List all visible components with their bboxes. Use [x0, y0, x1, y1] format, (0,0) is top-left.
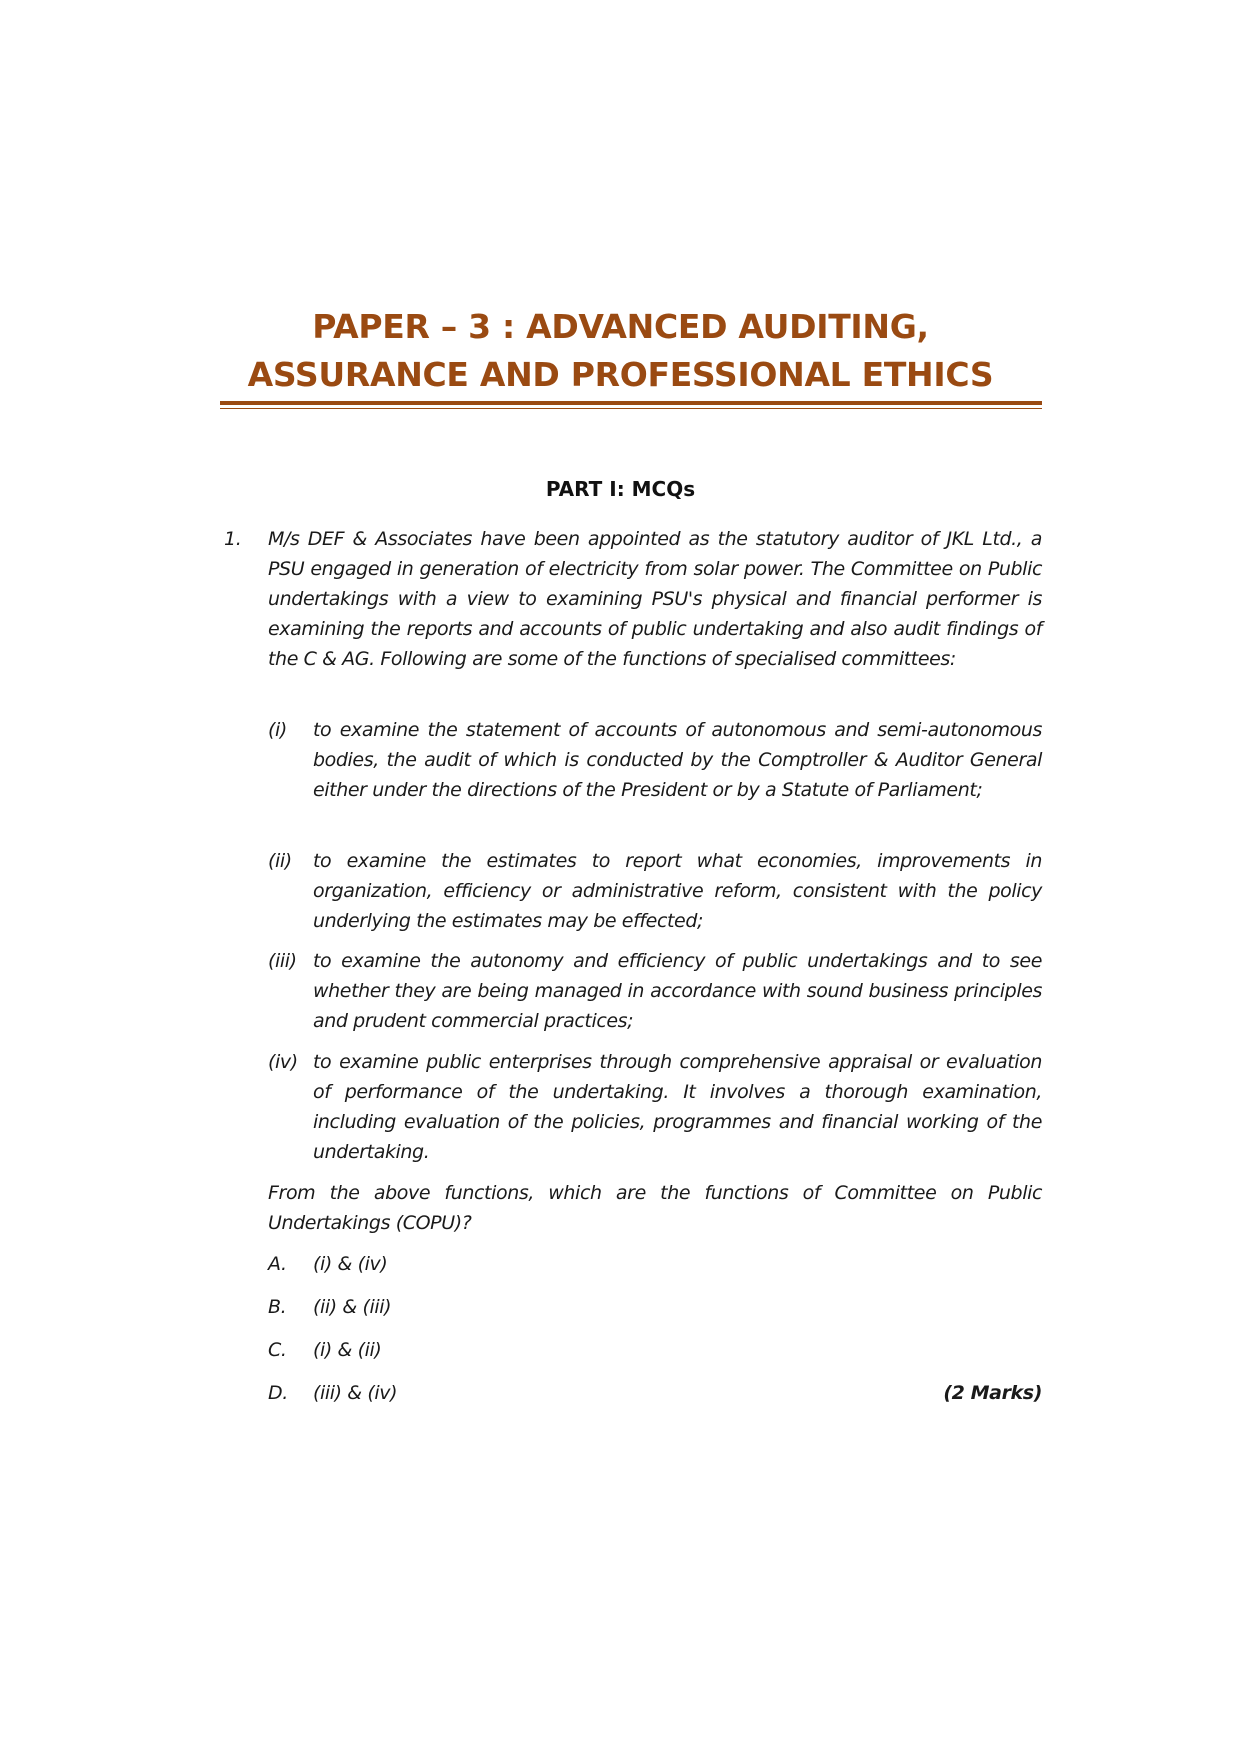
answer-option-b: [268, 1292, 1042, 1322]
option-text: (i) & (iv): [313, 1253, 388, 1275]
section-heading: PART I: MCQs: [545, 477, 696, 501]
question-number: 1.: [224, 528, 242, 550]
answer-option-c: [268, 1335, 1042, 1365]
answer-option-a: [268, 1249, 1042, 1279]
function-label: (i): [268, 719, 287, 741]
title-underline-thin: [220, 408, 1042, 409]
option-text: (i) & (ii): [313, 1339, 382, 1361]
option-text: (iii) & (iv): [313, 1382, 398, 1404]
function-text: to examine public enterprises through comprehensive appraisal or evaluation of performance of the undertaking. It involves a thorough examination, including evaluation of the policies, programmes and financial working of the undertaking.: [313, 1051, 1042, 1163]
option-letter: A.: [268, 1253, 287, 1275]
question-stem: M/s DEF & Associates have been appointed as the statutory auditor of JKL Ltd., a PSU engaged in generation of electricity from solar power. The Committee on Public undertakings with a view to examining PSU's physical and financial performer is examining the reports and accounts of public undertaking and also audit findings of the C & AG. Following are some of the functions of specialised committees:: [268, 528, 1042, 670]
marks-label: (2 Marks): [943, 1382, 1042, 1404]
option-text: (ii) & (iii): [313, 1296, 392, 1318]
option-letter: C.: [268, 1339, 287, 1361]
answer-option-d: [268, 1378, 1042, 1408]
function-text: to examine the estimates to report what economies, improvements in organization, efficiency or administrative reform, consistent with the policy underlying the estimates may be effected;: [313, 850, 1042, 932]
paper-title-line-1: PAPER – 3 : ADVANCED AUDITING,: [312, 307, 929, 346]
option-letter: B.: [268, 1296, 287, 1318]
question-prompt: From the above functions, which are the functions of Committee on Public Undertakings (COPU)?: [268, 1182, 1042, 1234]
paper-title-line-2: ASSURANCE AND PROFESSIONAL ETHICS: [247, 355, 994, 394]
title-underline-thick: [220, 401, 1042, 405]
function-text: to examine the statement of accounts of autonomous and semi-autonomous bodies, the audit of which is conducted by the Comptroller & Auditor General either under the directions of the President or by a Statute of Parliament;: [313, 719, 1042, 801]
function-text: to examine the autonomy and efficiency of public undertakings and to see whether they are being managed in accordance with sound business principles and prudent commercial practices;: [313, 950, 1042, 1032]
function-label: (iii): [268, 950, 297, 972]
option-letter: D.: [268, 1382, 288, 1404]
function-label: (iv): [268, 1051, 298, 1073]
function-label: (ii): [268, 850, 292, 872]
